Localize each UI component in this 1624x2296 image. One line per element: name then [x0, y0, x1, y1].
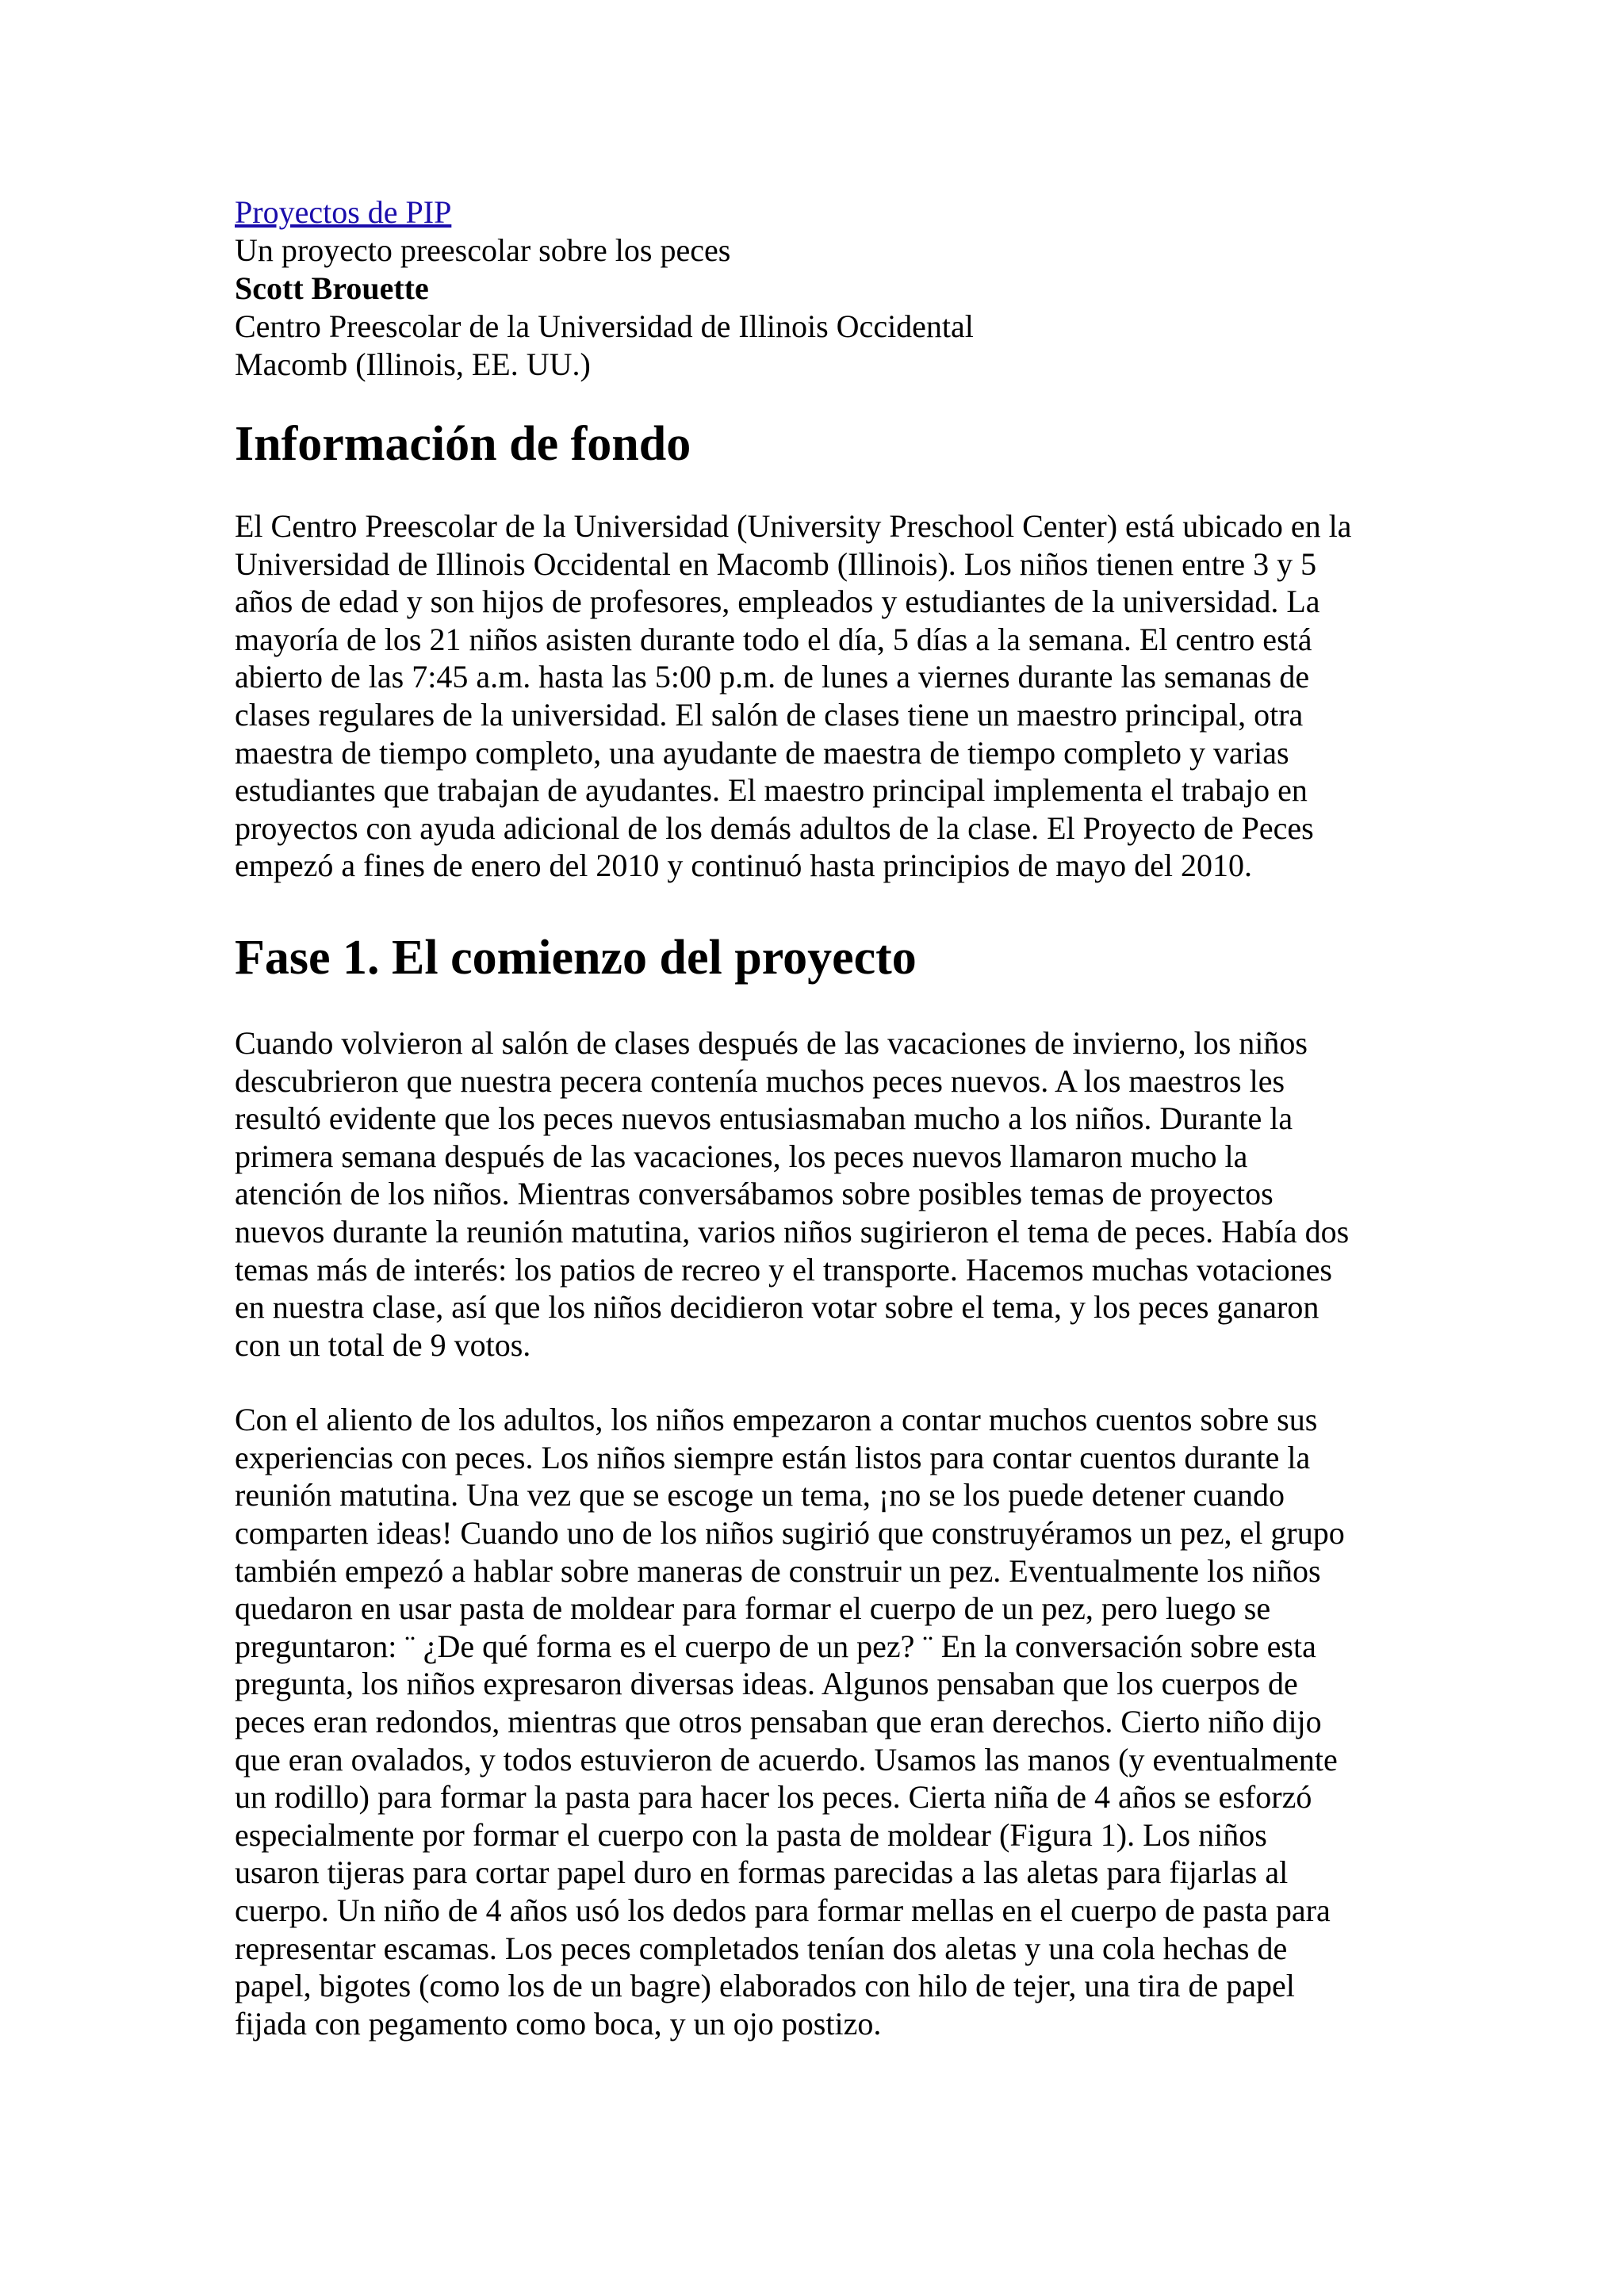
paragraph-fase1-intro	[235, 1024, 1408, 1364]
text-line: en nuestra clase, así que los niños decidieron votar sobre el tema, y los peces ganaron	[235, 1289, 1320, 1326]
text-line: Cuando volvieron al salón de clases después de las vacaciones de invierno, los niños	[235, 1024, 1308, 1061]
text-line: estudiantes que trabajan de ayudantes. El maestro principal implementa el trabajo en	[235, 772, 1308, 809]
text-line: peces eran redondos, mientras que otros pensaban que eran derechos. Cierto niño dijo	[235, 1704, 1322, 1740]
text-line: años de edad y son hijos de profesores, empleados y estudiantes de la universidad. La	[235, 584, 1320, 620]
text-line: clases regulares de la universidad. El salón de clases tiene un maestro principal, otra	[235, 696, 1304, 733]
text-line: nuevos durante la reunión matutina, varios niños sugirieron el tema de peces. Había dos	[235, 1213, 1350, 1249]
pip-projects-link[interactable]: Proyectos de PIP	[235, 194, 452, 230]
paragraph-background	[235, 507, 1408, 885]
text-line: proyectos con ayuda adicional de los demás adultos de la clase. El Proyecto de Peces	[235, 809, 1314, 846]
text-line: un rodillo) para formar la pasta para hacer los peces. Cierta niña de 4 años se esforzó	[235, 1779, 1312, 1816]
text-line: fijada con pegamento como boca, y un ojo postizo.	[235, 2005, 882, 2042]
text-line: primera semana después de las vacaciones, los peces nuevos llamaron mucho la	[235, 1138, 1248, 1174]
text-line: preguntaron: ¨ ¿De qué forma es el cuerpo de un pez? ¨ En la conversación sobre esta	[235, 1628, 1316, 1664]
document-header	[235, 193, 1408, 384]
text-line: experiencias con peces. Los niños siempre están listos para contar cuentos durante la	[235, 1439, 1311, 1475]
text-line: temas más de interés: los patios de recreo y el transporte. Hacemos muchas votaciones	[235, 1251, 1332, 1288]
text-line: especialmente por formar el cuerpo con la pasta de moldear (Figura 1). Los niños	[235, 1816, 1267, 1853]
text-line: Universidad de Illinois Occidental en Macomb (Illinois). Los niños tienen entre 3 y 5	[235, 545, 1317, 582]
text-line: quedaron en usar pasta de moldear para formar el cuerpo de un pez, pero luego se	[235, 1590, 1271, 1627]
text-line: también empezó a hablar sobre maneras de construir un pez. Eventualmente los niños	[235, 1552, 1321, 1589]
section-heading-informacion-de-fondo: Información de fondo	[235, 417, 691, 471]
document-page	[235, 193, 1408, 2042]
author-name: Scott Brouette	[235, 270, 429, 306]
text-line: cuerpo. Un niño de 4 años usó los dedos para formar mellas en el cuerpo de pasta para	[235, 1892, 1331, 1928]
text-line: pregunta, los niños expresaron diversas ideas. Algunos pensaban que los cuerpos de	[235, 1666, 1298, 1702]
text-line: representar escamas. Los peces completados tenían dos aletas y una cola hechas de	[235, 1930, 1288, 1966]
text-line: Con el aliento de los adultos, los niños empezaron a contar muchos cuentos sobre sus	[235, 1402, 1318, 1438]
text-line: que eran ovalados, y todos estuvieron de acuerdo. Usamos las manos (y eventualmente	[235, 1741, 1338, 1777]
text-line: comparten ideas! Cuando uno de los niños sugirió que construyéramos un pez, el grupo	[235, 1515, 1345, 1552]
institution-name: Centro Preescolar de la Universidad de Illinois Occidental	[235, 308, 974, 344]
location-text: Macomb (Illinois, EE. UU.)	[235, 346, 591, 382]
paragraph-fase1-discussion	[235, 1401, 1408, 2042]
document-subtitle: Un proyecto preescolar sobre los peces	[235, 232, 731, 268]
text-line: con un total de 9 votos.	[235, 1326, 531, 1363]
text-line: descubrieron que nuestra pecera contenía muchos peces nuevos. A los maestros les	[235, 1062, 1285, 1099]
text-line: reunión matutina. Una vez que se escoge un tema, ¡no se los puede detener cuando	[235, 1477, 1285, 1513]
text-line: El Centro Preescolar de la Universidad (University Preschool Center) está ubicado en la	[235, 508, 1352, 544]
text-line: papel, bigotes (como los de un bagre) elaborados con hilo de tejer, una tira de papel	[235, 1968, 1295, 2004]
text-line: empezó a fines de enero del 2010 y continuó hasta principios de mayo del 2010.	[235, 848, 1252, 884]
text-line: resultó evidente que los peces nuevos entusiasmaban mucho a los niños. Durante la	[235, 1100, 1293, 1137]
text-line: atención de los niños. Mientras conversábamos sobre posibles temas de proyectos	[235, 1176, 1274, 1212]
text-line: abierto de las 7:45 a.m. hasta las 5:00 p.m. de lunes a viernes durante las semanas de	[235, 659, 1310, 695]
text-line: usaron tijeras para cortar papel duro en formas parecidas a las aletas para fijarlas al	[235, 1854, 1289, 1891]
text-line: maestra de tiempo completo, una ayudante de maestra de tiempo completo y varias	[235, 734, 1289, 771]
text-line: mayoría de los 21 niños asisten durante todo el día, 5 días a la semana. El centro está	[235, 621, 1312, 657]
section-heading-fase-1: Fase 1. El comienzo del proyecto	[235, 930, 917, 985]
